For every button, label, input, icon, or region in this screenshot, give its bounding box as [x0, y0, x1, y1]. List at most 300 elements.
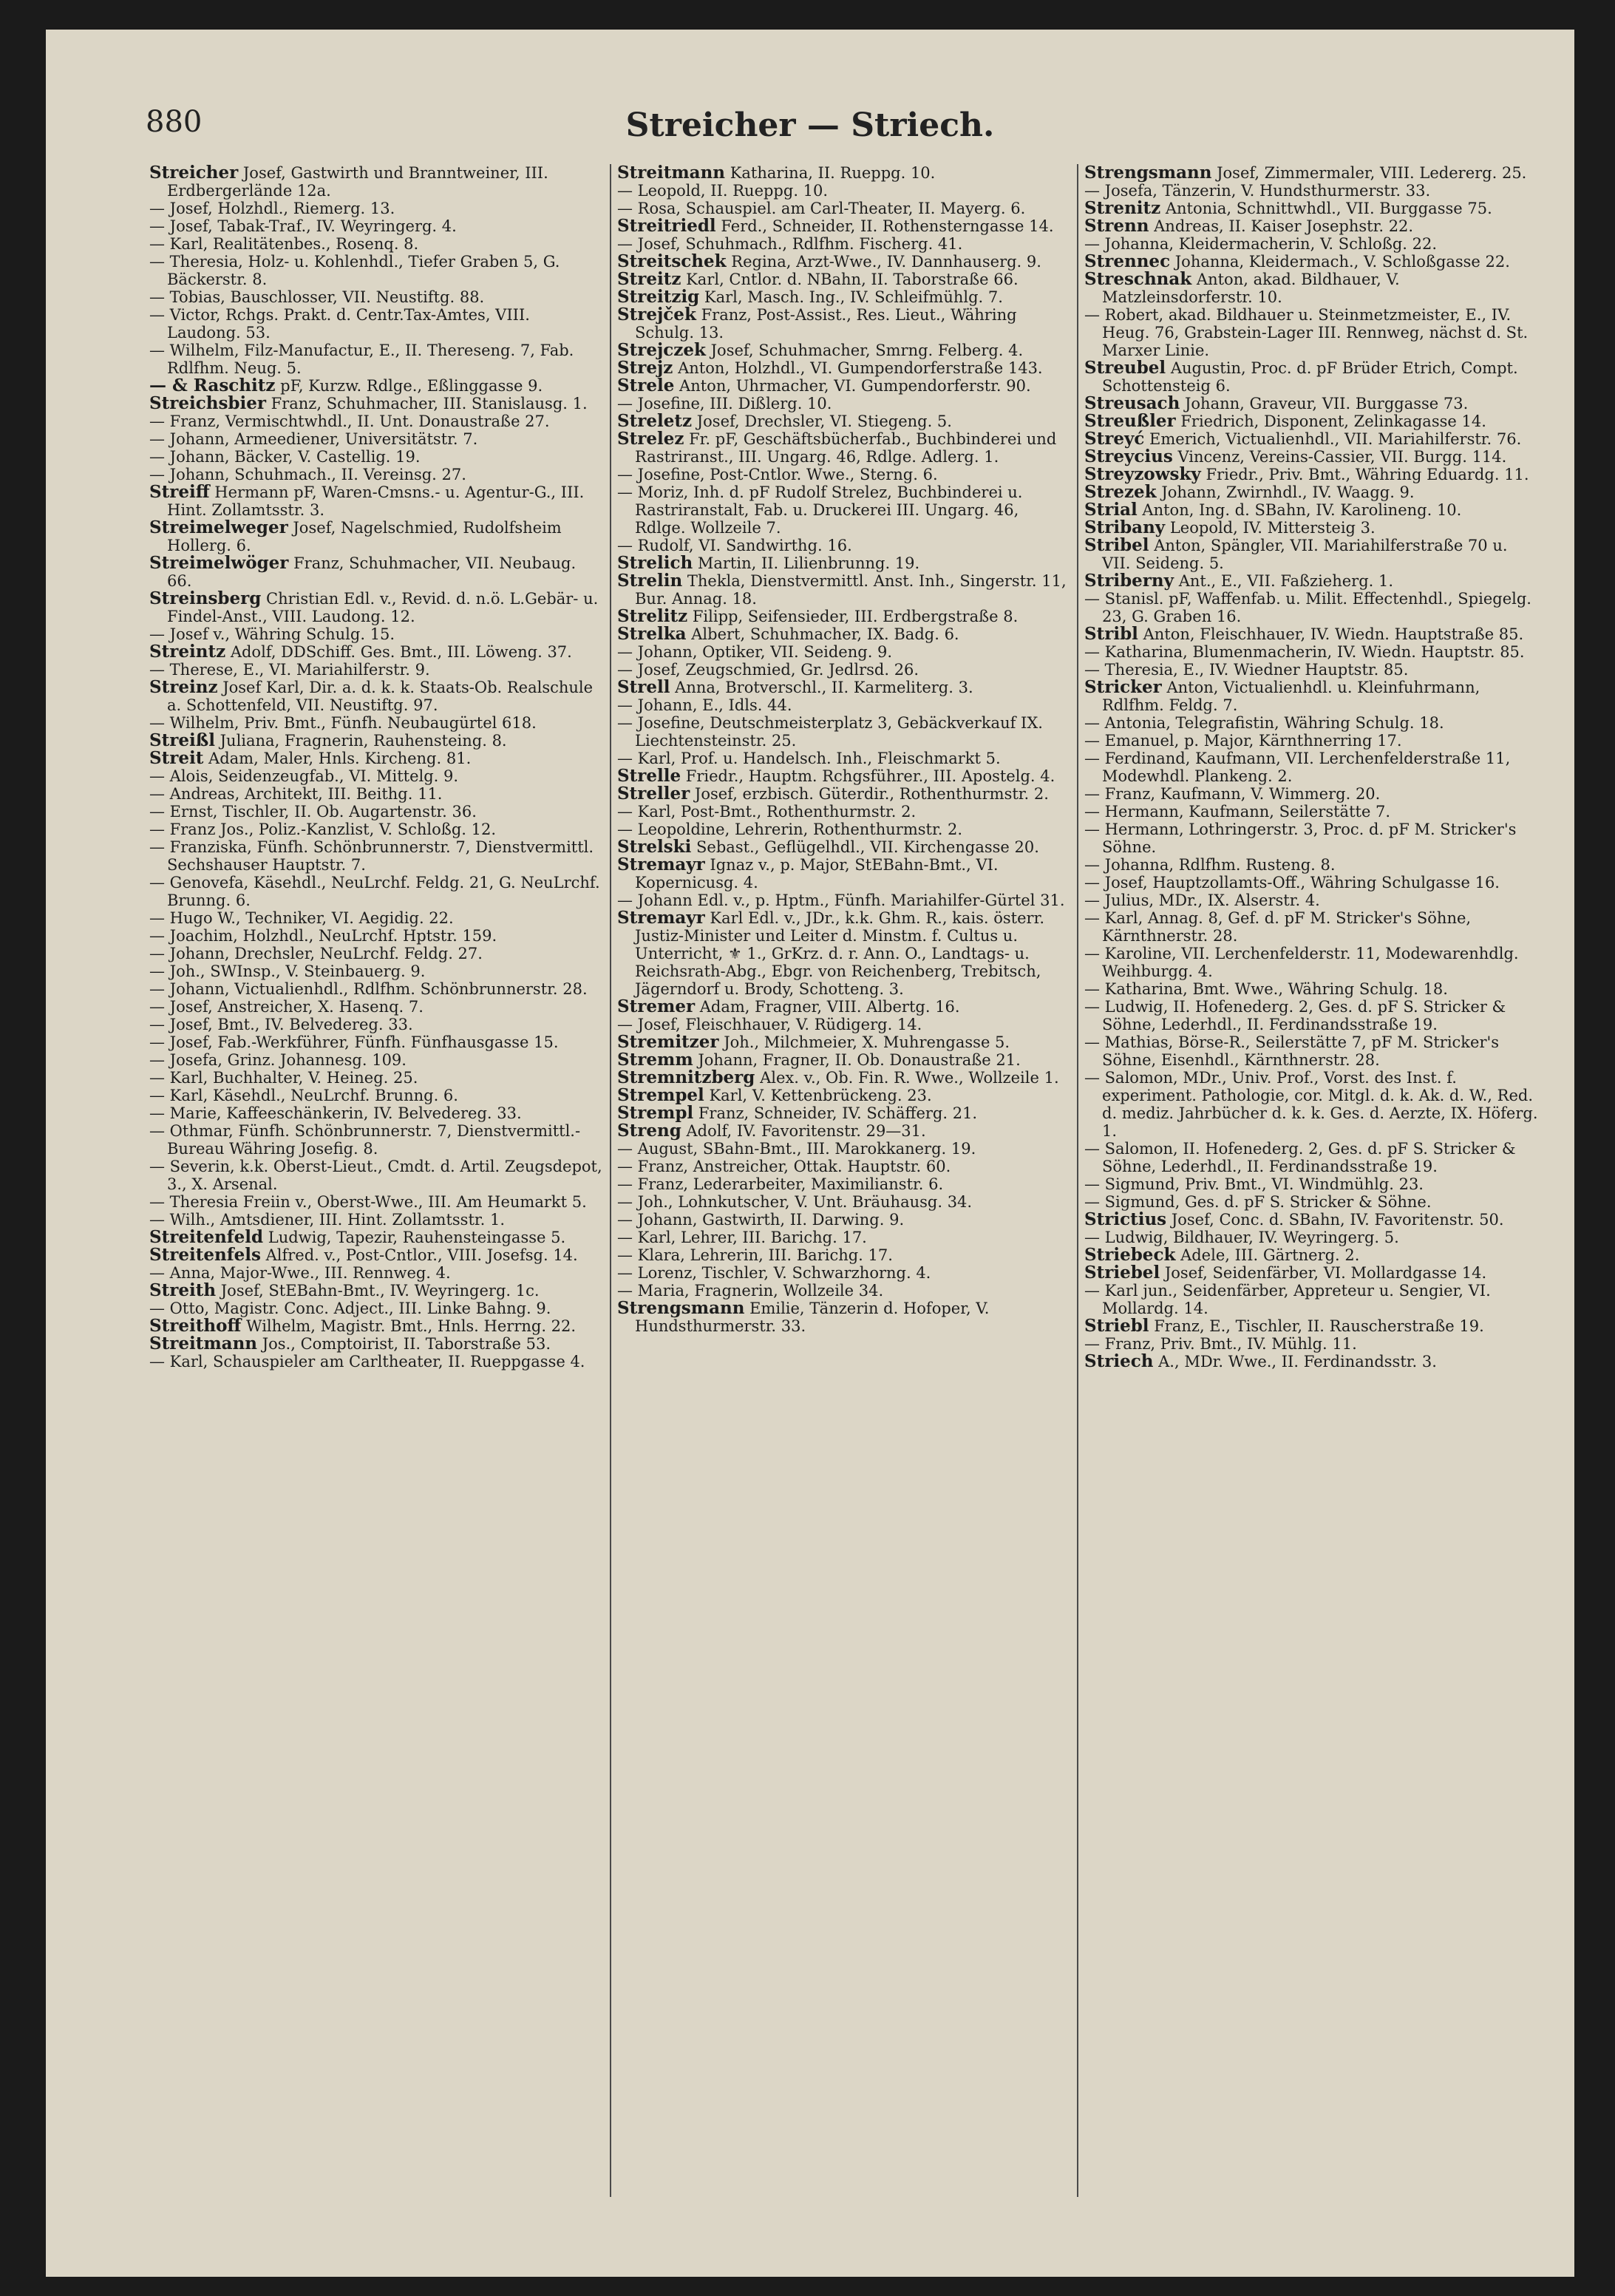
directory-entry: [1084, 625, 1539, 643]
entry-details: Fr. pF, Geschäftsbücherfab., Buchbinderei und Rastriranst., III. Ungarg. 46, Rdlge. Adlerg. 1.: [635, 430, 1057, 466]
entry-details: — Othmar, Fünfh. Schönbrunnerstr. 7, Dienstvermittl.-Bureau Währing Josefig. 8.: [149, 1122, 581, 1158]
directory-entry: [149, 448, 604, 466]
entry-details: Adolf, DDSchiff. Ges. Bmt., III. Löweng. 37.: [230, 643, 572, 661]
entry-surname: Strempl: [617, 1103, 694, 1123]
directory-entry: [1084, 891, 1539, 909]
entry-surname: Streichsbier: [149, 393, 266, 413]
entry-details: Ignaz v., p. Major, StEBahn-Bmt., VI. Kopernicusg. 4.: [635, 856, 999, 891]
directory-entry: [617, 572, 1072, 608]
entry-details: Katharina, II. Rueppg. 10.: [730, 164, 936, 182]
entry-details: Emerich, Victualienhdl., VII. Mariahilferstr. 76.: [1149, 430, 1522, 448]
entry-details: Joh., Milchmeier, X. Muhrengasse 5.: [724, 1033, 1010, 1051]
entry-details: — Wilh., Amtsdiener, III. Hint. Zollamtsstr. 1.: [149, 1211, 506, 1229]
entry-details: — Johanna, Kleidermacherin, V. Schloßg. 22.: [1084, 235, 1438, 253]
directory-entry: [617, 643, 1072, 661]
directory-entry: [1084, 1193, 1539, 1211]
directory-entry: [1084, 200, 1539, 217]
directory-entry: [617, 182, 1072, 200]
entry-details: — Leopold, II. Rueppg. 10.: [617, 182, 829, 200]
directory-entry: [149, 625, 604, 643]
directory-entry: [149, 164, 604, 200]
entry-surname: Strelski: [617, 837, 692, 857]
directory-entry: [617, 767, 1072, 785]
entry-details: — Karl, Käsehdl., NeuLrchf. Brunng. 6.: [149, 1087, 458, 1104]
entry-details: — Josefa, Tänzerin, V. Hundsthurmerstr. 33.: [1084, 182, 1431, 200]
entry-surname: Strejz: [617, 358, 673, 378]
directory-entry: [149, 519, 604, 554]
entry-details: Anton, Victualienhdl. u. Kleinfuhrmann, Rdlfhm. Feldg. 7.: [1102, 679, 1480, 714]
entry-details: — Rosa, Schauspiel. am Carl-Theater, II. Mayerg. 6.: [617, 200, 1026, 217]
entry-details: — Leopoldine, Lehrerin, Rothenthurmstr. 2.: [617, 821, 963, 838]
directory-entry: [1084, 1264, 1539, 1282]
directory-entry: [617, 998, 1072, 1016]
directory-entry: [617, 891, 1072, 909]
entry-details: Juliana, Fragnerin, Rauhensteing. 8.: [220, 732, 507, 750]
entry-details: — Franz, Kaufmann, V. Wimmerg. 20.: [1084, 785, 1381, 803]
running-head: Streicher — Striech.: [625, 106, 995, 144]
entry-details: Adam, Fragner, VIII. Albertg. 16.: [699, 998, 960, 1016]
entry-details: Franz, Post-Assist., Res. Lieut., Währing Schulg. 13.: [635, 306, 1017, 342]
directory-entry: [617, 377, 1072, 395]
entry-details: — Joh., Lohnkutscher, V. Unt. Bräuhausg. 34.: [617, 1193, 973, 1211]
entry-details: Josef, Zimmermaler, VIII. Ledererg. 25.: [1217, 164, 1527, 182]
entry-surname: Strejček: [617, 305, 696, 325]
directory-entry: [1084, 1069, 1539, 1140]
entry-details: Christian Edl. v., Revid. d. n.ö. L.Gebär- u. Findel-Anst., VIII. Laudong. 12.: [167, 590, 599, 625]
entry-details: Josef, Gastwirth und Branntweiner, III. Erdbergerlände 12a.: [167, 164, 548, 200]
entry-details: Adolf, IV. Favoritenstr. 29—31.: [686, 1122, 926, 1140]
entry-details: Jos., Comptoirist, II. Taborstraße 53.: [262, 1335, 551, 1353]
entry-details: Augustin, Proc. d. pF Brüder Etrich, Compt. Schottensteig 6.: [1102, 359, 1518, 395]
directory-entry: [1084, 785, 1539, 803]
directory-entry: [1084, 164, 1539, 182]
entry-details: Josef, Conc. d. SBahn, IV. Favoritenstr. 50.: [1171, 1211, 1504, 1229]
entry-details: — Johann, Optiker, VII. Seideng. 9.: [617, 643, 893, 661]
entry-details: — Karl, Prof. u. Handelsch. Inh., Fleischmarkt 5.: [617, 750, 1001, 767]
entry-surname: Strelitz: [617, 606, 688, 626]
directory-entry: [149, 483, 604, 519]
directory-entry: [149, 767, 604, 785]
directory-entry: [617, 803, 1072, 821]
entry-details: — Josef, Holzhdl., Riemerg. 13.: [149, 200, 395, 217]
directory-entry: [149, 643, 604, 661]
directory-entry: [617, 1229, 1072, 1246]
directory-entry: [1084, 412, 1539, 430]
entry-surname: Streitriedl: [617, 216, 716, 236]
entry-details: Johanna, Kleidermach., V. Schloßgasse 22.: [1174, 253, 1510, 271]
entry-surname: Streußler: [1084, 411, 1176, 431]
entry-surname: Striebel: [1084, 1263, 1160, 1283]
directory-entry: [1084, 803, 1539, 821]
entry-details: Vincenz, Vereins-Cassier, VII. Burgg. 114.: [1177, 448, 1507, 466]
entry-surname: Streißl: [149, 730, 215, 750]
entry-details: — Salomon, MDr., Univ. Prof., Vorst. des Inst. f. experiment. Pathologie, cor. Mitgl. d. k. Ak. d. W., Red. d. mediz. Jahrbücher d. k. k. Ges. d. Aerzte, IX. Höferg. 1.: [1084, 1069, 1538, 1140]
entry-details: — Johanna, Rdlfhm. Rusteng. 8.: [1084, 856, 1336, 874]
directory-entry: [617, 1158, 1072, 1175]
entry-details: — Johann, Bäcker, V. Castellig. 19.: [149, 448, 421, 466]
entry-details: Filipp, Seifensieder, III. Erdbergstraße 8.: [692, 608, 1019, 625]
entry-details: — Franziska, Fünfh. Schönbrunnerstr. 7, Dienstvermittl. Sechshauser Hauptstr. 7.: [149, 838, 594, 874]
entry-surname: Strelin: [617, 571, 683, 591]
directory-entry: [149, 342, 604, 377]
directory-entry: [149, 306, 604, 342]
entry-surname: Stremm: [617, 1050, 693, 1070]
entry-details: — Josef, Tabak-Traf., IV. Weyringerg. 4.: [149, 217, 457, 235]
entry-surname: Striech: [1084, 1351, 1154, 1371]
entry-details: Johann, Graveur, VII. Burggasse 73.: [1184, 395, 1469, 412]
entry-details: Regina, Arzt-Wwe., IV. Dannhauserg. 9.: [731, 253, 1041, 271]
entry-details: — Alois, Seidenzeugfab., VI. Mittelg. 9.: [149, 767, 459, 785]
directory-entry: [1084, 661, 1539, 679]
directory-entry: [1084, 980, 1539, 998]
entry-details: — Therese, E., VI. Mariahilferstr. 9.: [149, 661, 430, 679]
directory-entry: [149, 554, 604, 590]
entry-surname: Streitmann: [617, 164, 726, 183]
entry-surname: Stremnitzberg: [617, 1067, 755, 1087]
directory-entry: [617, 164, 1072, 182]
entry-details: — Klara, Lehrerin, III. Barichg. 17.: [617, 1246, 893, 1264]
directory-entry: [149, 395, 604, 412]
directory-entry: [149, 253, 604, 288]
entry-details: Emilie, Tänzerin d. Hofoper, V. Hundsthurmerstr. 33.: [635, 1300, 990, 1335]
entry-surname: Streschnak: [1084, 269, 1192, 289]
entry-surname: Stremayr: [617, 855, 705, 874]
directory-entry: [1084, 945, 1539, 980]
entry-surname: Streyzowsky: [1084, 464, 1201, 484]
directory-entry: [617, 696, 1072, 714]
entry-details: Leopold, IV. Mittersteig 3.: [1169, 519, 1376, 537]
entry-details: — Rudolf, VI. Sandwirthg. 16.: [617, 537, 852, 554]
page-number: 880: [146, 105, 203, 139]
directory-entry: [149, 803, 604, 821]
entry-details: — Johann, Drechsler, NeuLrchf. Feldg. 27.: [149, 945, 483, 962]
entry-surname: Streimelweger: [149, 517, 288, 537]
entry-details: — Sigmund, Ges. d. pF S. Stricker & Söhne.: [1084, 1193, 1432, 1211]
entry-surname: Stribel: [1084, 535, 1149, 555]
directory-entry: [1084, 466, 1539, 483]
entry-surname: Streinz: [149, 677, 218, 697]
directory-entry: [1084, 874, 1539, 891]
directory-entry: [149, 927, 604, 945]
entry-details: — Genovefa, Käsehdl., NeuLrchf. Feldg. 21, G. NeuLrchf. Brunng. 6.: [149, 874, 600, 909]
entry-surname: Stremayr: [617, 908, 705, 928]
directory-entry: [149, 1104, 604, 1122]
directory-entry: [149, 1246, 604, 1264]
directory-entry: [149, 430, 604, 448]
entry-details: — Hugo W., Techniker, VI. Aegidig. 22.: [149, 909, 454, 927]
directory-entry: [1084, 1335, 1539, 1353]
entry-details: Anna, Brotverschl., II. Karmeliterg. 3.: [675, 679, 973, 696]
directory-entry: [1084, 1317, 1539, 1335]
entry-details: Josef, Seidenfärber, VI. Mollardgasse 14.: [1164, 1264, 1487, 1282]
directory-entry: [1084, 1211, 1539, 1229]
directory-entry: [1084, 732, 1539, 750]
directory-entry: [617, 661, 1072, 679]
directory-entry: [617, 359, 1072, 377]
directory-entry: [149, 980, 604, 998]
directory-entry: [617, 1122, 1072, 1140]
directory-entry: [149, 1300, 604, 1317]
entry-surname: Strennec: [1084, 251, 1171, 271]
directory-entry: [149, 732, 604, 750]
directory-entry: [617, 537, 1072, 554]
directory-entry: [617, 554, 1072, 572]
directory-entry: [1084, 643, 1539, 661]
entry-details: Ludwig, Tapezir, Rauhensteingasse 5.: [268, 1229, 566, 1246]
entry-details: Josef, Nagelschmied, Rudolfsheim Hollerg. 6.: [167, 519, 562, 554]
entry-surname: Strele: [617, 376, 675, 395]
entry-surname: Streletz: [617, 411, 693, 431]
entry-details: — Josef, Schuhmach., Rdlfhm. Fischerg. 41.: [617, 235, 963, 253]
entry-surname: Streng: [617, 1121, 681, 1141]
entry-surname: Streitzig: [617, 287, 700, 307]
column-3: [1084, 164, 1539, 2197]
entry-surname: Streller: [617, 784, 690, 804]
directory-entry: [617, 253, 1072, 271]
entry-details: — Maria, Fragnerin, Wollzeile 34.: [617, 1282, 884, 1300]
directory-entry: [1084, 1282, 1539, 1317]
entry-details: Franz, Schuhmacher, VII. Neubaug. 66.: [167, 554, 577, 590]
entry-details: — Victor, Rchgs. Prakt. d. Centr.Tax-Amtes, VIII. Laudong. 53.: [149, 306, 530, 342]
directory-entry: [617, 1033, 1072, 1051]
entry-surname: Striebeck: [1084, 1245, 1176, 1265]
directory-entry: [149, 945, 604, 962]
directory-entry: [149, 909, 604, 927]
directory-entry: [1084, 1140, 1539, 1175]
entry-surname: Strial: [1084, 500, 1138, 520]
entry-details: — August, SBahn-Bmt., III. Marokkanerg. 19.: [617, 1140, 976, 1158]
directory-entry: [617, 1193, 1072, 1211]
directory-entry: [1084, 448, 1539, 466]
directory-entry: [1084, 714, 1539, 732]
directory-entry: [617, 483, 1072, 537]
entry-details: — Josefine, III. Dißlerg. 10.: [617, 395, 832, 412]
entry-details: — Lorenz, Tischler, V. Schwarzhorng. 4.: [617, 1264, 931, 1282]
entry-details: Anton, Spängler, VII. Mariahilferstraße 70 u. VII. Seideng. 5.: [1102, 537, 1508, 572]
entry-surname: Stribl: [1084, 624, 1138, 644]
directory-entry: [149, 1033, 604, 1051]
directory-entry: [149, 874, 604, 909]
directory-entry: [617, 1246, 1072, 1264]
entry-details: Franz, Schuhmacher, III. Stanislausg. 1.: [271, 395, 588, 412]
entry-details: — Josef, Fab.-Werkführer, Fünfh. Fünfhausgasse 15.: [149, 1033, 559, 1051]
entry-details: Friedr., Priv. Bmt., Währing Eduardg. 11.: [1206, 466, 1529, 483]
entry-details: — Salomon, II. Hofenederg. 2, Ges. d. pF S. Stricker & Söhne, Lederhdl., II. Ferdinandsstraße 19.: [1084, 1140, 1516, 1175]
directory-entry: [1084, 359, 1539, 395]
entry-details: — Andreas, Architekt, III. Beithg. 11.: [149, 785, 443, 803]
entry-details: — Mathias, Börse-R., Seilerstätte 7, pF M. Stricker's Söhne, Eisenhdl., Kärnthnerstr. 28.: [1084, 1033, 1500, 1069]
entry-details: — Ludwig, II. Hofenederg. 2, Ges. d. pF S. Stricker & Söhne, Lederhdl., II. Ferdinandsstraße 19.: [1084, 998, 1506, 1033]
directory-entry: [149, 1051, 604, 1069]
entry-details: Friedrich, Disponent, Zelinkagasse 14.: [1180, 412, 1486, 430]
entry-details: Josef, Schuhmacher, Smrng. Felberg. 4.: [710, 342, 1024, 359]
directory-entry: [1084, 679, 1539, 714]
entry-surname: Striberny: [1084, 571, 1174, 591]
entry-surname: Streintz: [149, 642, 226, 662]
entry-details: — Johann, Gastwirth, II. Darwing. 9.: [617, 1211, 905, 1229]
entry-details: Adam, Maler, Hnls. Kircheng. 81.: [208, 750, 472, 767]
directory-entry: [149, 590, 604, 625]
directory-entry: [149, 1211, 604, 1229]
directory-entry: [149, 466, 604, 483]
directory-entry: [617, 466, 1072, 483]
directory-entry: [149, 200, 604, 217]
directory-entry: [149, 1353, 604, 1371]
entry-details: Thekla, Dienstvermittl. Anst. Inh., Singerstr. 11, Bur. Annag. 18.: [635, 572, 1067, 608]
directory-entry: [149, 1016, 604, 1033]
directory-entry: [149, 377, 604, 395]
entry-details: — Karoline, VII. Lerchenfelderstr. 11, Modewarenhdlg. Weihburgg. 4.: [1084, 945, 1519, 980]
directory-entry: [617, 785, 1072, 803]
entry-details: Anton, Ing. d. SBahn, IV. Karolineng. 10.: [1142, 501, 1462, 519]
book-page: [46, 30, 1574, 2277]
entry-details: — Theresia, E., IV. Wiedner Hauptstr. 85.: [1084, 661, 1409, 679]
entry-details: — Antonia, Telegrafistin, Währing Schulg. 18.: [1084, 714, 1444, 732]
entry-surname: Streitenfeld: [149, 1227, 264, 1247]
directory-entry: [1084, 395, 1539, 412]
directory-entry: [617, 714, 1072, 750]
entry-details: Sebast., Geflügelhdl., VII. Kirchengasse 20.: [696, 838, 1039, 856]
entry-details: Karl, Cntlor. d. NBahn, II. Taborstraße 66.: [686, 271, 1019, 288]
entry-details: — Hermann, Kaufmann, Seilerstätte 7.: [1084, 803, 1391, 821]
entry-details: — Hermann, Lothringerstr. 3, Proc. d. pF M. Stricker's Söhne.: [1084, 821, 1517, 856]
entry-surname: Strelez: [617, 429, 684, 449]
entry-details: Friedr., Hauptm. Rchgsführer., III. Apostelg. 4.: [685, 767, 1055, 785]
directory-entry: [617, 750, 1072, 767]
entry-details: — Josef, Zeugschmied, Gr. Jedlrsd. 26.: [617, 661, 919, 679]
directory-entry: [1084, 182, 1539, 200]
directory-entry: [149, 785, 604, 803]
directory-entry: [149, 1193, 604, 1211]
entry-details: — Josef, Hauptzollamts-Off., Währing Schulgasse 16.: [1084, 874, 1500, 891]
entry-details: — Josef, Bmt., IV. Belvedereg. 33.: [149, 1016, 413, 1033]
entry-details: — Josefa, Grinz. Johannesg. 109.: [149, 1051, 407, 1069]
entry-details: — Stanisl. pF, Waffenfab. u. Milit. Effectenhdl., Spiegelg. 23, G. Graben 16.: [1084, 590, 1531, 625]
entry-surname: Streiff: [149, 482, 210, 502]
directory-entry: [149, 412, 604, 430]
entry-surname: Streitz: [617, 269, 681, 289]
entry-details: — Tobias, Bauschlosser, VII. Neustiftg. 88.: [149, 288, 485, 306]
directory-entry: [617, 288, 1072, 306]
entry-details: Johann, Fragner, II. Ob. Donaustraße 21.: [698, 1051, 1021, 1069]
entry-details: — Sigmund, Priv. Bmt., VI. Windmühlg. 23.: [1084, 1175, 1424, 1193]
directory-entry: [617, 235, 1072, 253]
directory-entry: [1084, 430, 1539, 448]
entry-surname: Striebl: [1084, 1316, 1149, 1336]
entry-details: Adele, III. Gärtnerg. 2.: [1180, 1246, 1360, 1264]
directory-entry: [1084, 519, 1539, 537]
entry-details: Ant., E., VII. Faßzieherg. 1.: [1178, 572, 1394, 590]
entry-details: — Ludwig, Bildhauer, IV. Weyringerg. 5.: [1084, 1229, 1399, 1246]
directory-entry: [1084, 1033, 1539, 1069]
directory-entry: [1084, 1353, 1539, 1371]
entry-details: — Anna, Major-Wwe., III. Rennweg. 4.: [149, 1264, 451, 1282]
directory-entry: [1084, 1246, 1539, 1264]
directory-entry: [149, 1158, 604, 1193]
column-2: [617, 164, 1072, 2197]
entry-surname: Strictius: [1084, 1209, 1167, 1229]
entry-details: — Joachim, Holzhdl., NeuLrchf. Hptstr. 159.: [149, 927, 497, 945]
directory-entry: [149, 1282, 604, 1300]
directory-entry: [617, 306, 1072, 342]
directory-entry: [617, 200, 1072, 217]
directory-entry: [617, 1140, 1072, 1158]
entry-details: — Josef, Fleischhauer, V. Rüdigerg. 14.: [617, 1016, 922, 1033]
entry-details: Josef, erzbisch. Güterdir., Rothenthurmstr. 2.: [694, 785, 1049, 803]
entry-details: Wilhelm, Magistr. Bmt., Hnls. Herrng. 22.: [245, 1317, 577, 1335]
directory-entry: [617, 412, 1072, 430]
entry-details: Josef, Drechsler, VI. Stiegeng. 5.: [696, 412, 952, 430]
entry-details: pF, Kurzw. Rdlge., Eßlinggasse 9.: [280, 377, 543, 395]
entry-details: Franz, E., Tischler, II. Rauscherstraße 19.: [1154, 1317, 1484, 1335]
directory-entry: [149, 714, 604, 732]
directory-entry: [1084, 235, 1539, 253]
entry-details: — Ferdinand, Kaufmann, VII. Lerchenfelderstraße 11, Modewhdl. Plankeng. 2.: [1084, 750, 1511, 785]
entry-surname: Stremitzer: [617, 1032, 719, 1052]
directory-entry: [1084, 537, 1539, 572]
entry-surname: Strelka: [617, 624, 687, 644]
directory-entry: [149, 1087, 604, 1104]
entry-surname: Streit: [149, 748, 204, 768]
directory-entry: [1084, 590, 1539, 625]
entry-details: Karl Edl. v., JDr., k.k. Ghm. R., kais. österr. Justiz-Minister und Leiter d. Minstm. f. Cultus u. Unterricht, ⚜ 1., GrKrz. d. r. Ann. O., Landtags- u. Reichsrath-Abg., Ebgr. von Reichenberg, Trebitsch, Jägerndorf u. Brody, Schotteng. 3.: [635, 909, 1044, 998]
entry-surname: Streimelwöger: [149, 553, 289, 573]
entry-details: — Severin, k.k. Oberst-Lieut., Cmdt. d. Artil. Zeugsdepot, 3., X. Arsenal.: [149, 1158, 602, 1193]
directory-entry: [1084, 217, 1539, 235]
entry-details: — Karl jun., Seidenfärber, Appreteur u. Sengier, VI. Mollardg. 14.: [1084, 1282, 1491, 1317]
entry-details: Anton, Fleischhauer, IV. Wiedn. Hauptstraße 85.: [1143, 625, 1524, 643]
column-divider: [610, 164, 611, 2197]
directory-entry: [149, 1317, 604, 1335]
directory-entry: [149, 217, 604, 235]
directory-entry: [1084, 483, 1539, 501]
directory-entry: [1084, 856, 1539, 874]
directory-entry: [617, 217, 1072, 235]
entry-details: — Katharina, Bmt. Wwe., Währing Schulg. 18.: [1084, 980, 1448, 998]
entry-surname: Strenitz: [1084, 198, 1161, 218]
directory-entry: [617, 856, 1072, 891]
entry-details: — Josef, Anstreicher, X. Hasenq. 7.: [149, 998, 424, 1016]
directory-entry: [1084, 253, 1539, 271]
directory-entry: [617, 1175, 1072, 1193]
entry-details: — Franz Jos., Poliz.-Kanzlist, V. Schloßg. 12.: [149, 821, 497, 838]
entry-surname: Stricker: [1084, 677, 1162, 697]
entry-surname: Stremer: [617, 996, 696, 1016]
entry-surname: Streusach: [1084, 393, 1180, 413]
entry-details: — Theresia Freiin v., Oberst-Wwe., III. Am Heumarkt 5.: [149, 1193, 587, 1211]
entry-surname: Streycius: [1084, 446, 1173, 466]
entry-details: — Karl, Buchhalter, V. Heineg. 25.: [149, 1069, 418, 1087]
directory-entry: [617, 1282, 1072, 1300]
directory-entry: [617, 838, 1072, 856]
entry-surname: Streithoff: [149, 1316, 242, 1336]
entry-details: — Ernst, Tischler, II. Ob. Augartenstr. 36.: [149, 803, 477, 821]
entry-surname: Streitmann: [149, 1334, 258, 1354]
entry-details: A., MDr. Wwe., II. Ferdinandsstr. 3.: [1158, 1353, 1437, 1371]
entry-details: — Karl, Annag. 8, Gef. d. pF M. Stricker's Söhne, Kärnthnerstr. 28.: [1084, 909, 1472, 945]
directory-entry: [149, 288, 604, 306]
directory-entry: [149, 838, 604, 874]
entry-details: — Karl, Lehrer, III. Barichg. 17.: [617, 1229, 867, 1246]
entry-details: — Julius, MDr., IX. Alserstr. 4.: [1084, 891, 1320, 909]
entry-details: Albert, Schuhmacher, IX. Badg. 6.: [691, 625, 959, 643]
entry-surname: Streubel: [1084, 358, 1166, 378]
directory-entry: [617, 1051, 1072, 1069]
directory-entry: [617, 1087, 1072, 1104]
directory-entry: [1084, 306, 1539, 359]
directory-entry: [1084, 1229, 1539, 1246]
entry-details: — Moriz, Inh. d. pF Rudolf Strelez, Buchbinderei u. Rastriranstalt, Fab. u. Druckerei III. Ungarg. 46, Rdlge. Wollzeile 7.: [617, 483, 1023, 537]
